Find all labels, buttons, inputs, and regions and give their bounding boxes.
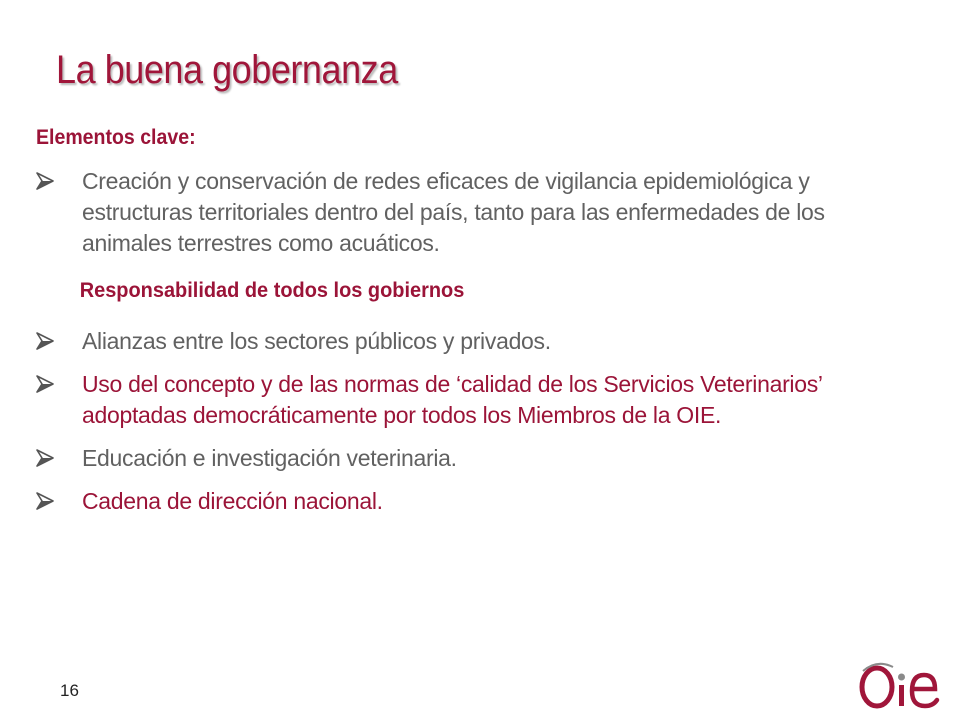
bullet-list (36, 166, 916, 529)
bullet-item (36, 486, 916, 517)
slide-subtitle: Elementos clave: (36, 126, 196, 149)
oie-logo-icon (855, 655, 950, 710)
arrow-bullet-icon (36, 374, 56, 394)
bullet-text: Alianzas entre los sectores públicos y privados. (82, 328, 551, 354)
bullet-item (36, 443, 916, 474)
bullet-item (36, 166, 916, 259)
arrow-bullet-icon (36, 491, 56, 511)
bullet-text: Cadena de dirección nacional. (82, 488, 383, 514)
bullet-item (36, 369, 916, 431)
bullet-item (36, 326, 916, 357)
arrow-bullet-icon (36, 448, 56, 468)
bullet-text: Educación e investigación veterinaria. (82, 445, 457, 471)
page-number: 16 (60, 681, 79, 700)
slide-title: La buena gobernanza (56, 48, 398, 92)
responsibility-note: Responsabilidad de todos los gobiernos (79, 279, 465, 302)
arrow-bullet-icon (36, 171, 56, 191)
bullet-text: Uso del concepto y de las normas de ‘calidad de los Servicios Veterinarios’ adoptadas democráticamente por todos los Miembros de la OIE. (82, 371, 822, 428)
arrow-bullet-icon (36, 331, 56, 351)
bullet-text: Creación y conservación de redes eficaces de vigilancia epidemiológica y estructuras territoriales dentro del país, tanto para las enfermedades de los animales terrestres como acuáticos. (82, 168, 825, 256)
